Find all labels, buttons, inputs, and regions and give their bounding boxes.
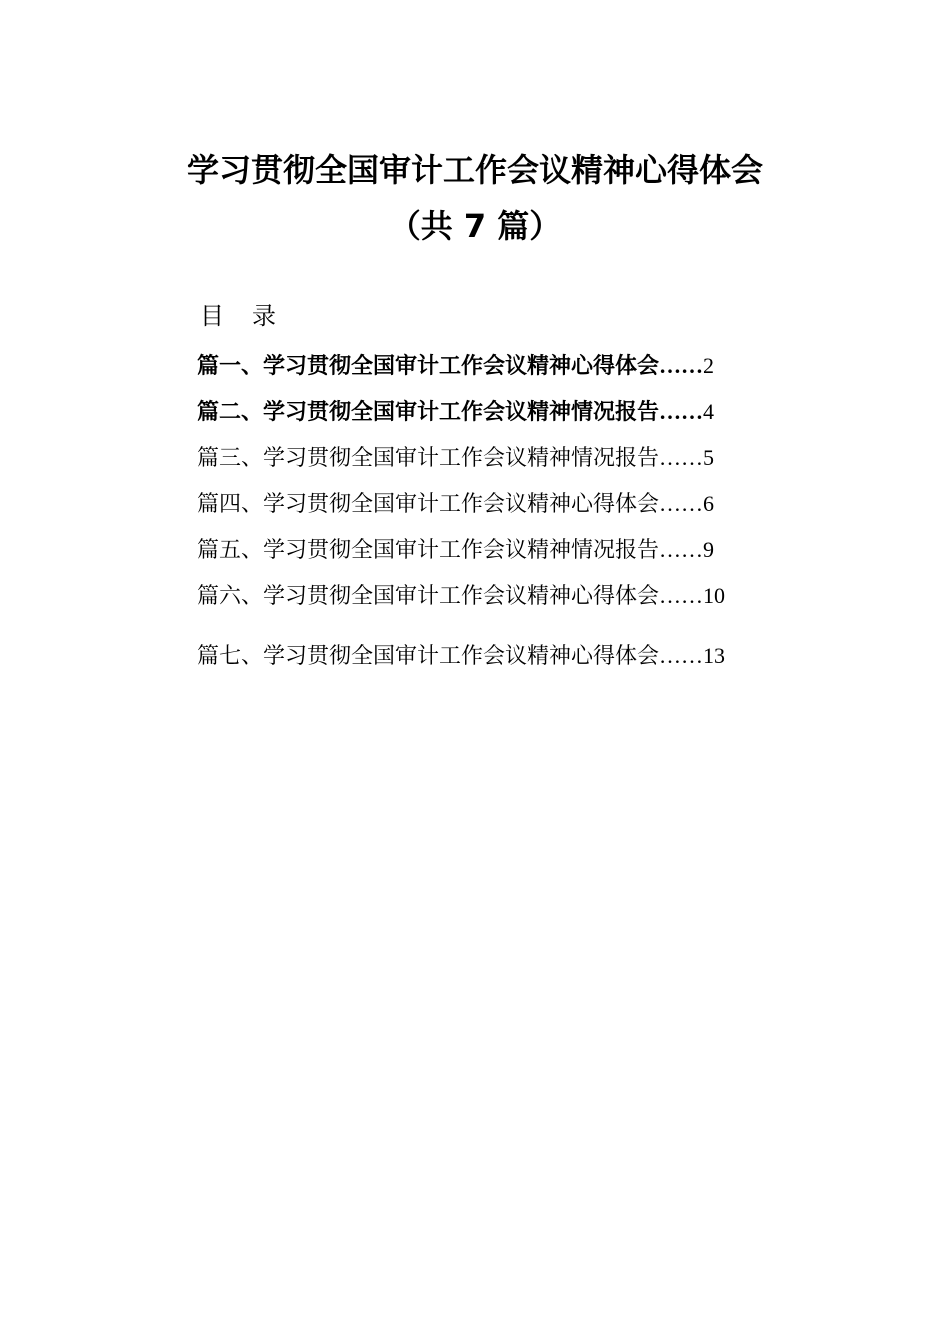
toc-entry-1[interactable] [197, 346, 725, 392]
toc-page-number: 5 [703, 445, 715, 470]
toc-page-number: 4 [703, 399, 715, 424]
toc-entry-4[interactable] [197, 484, 725, 530]
toc-entry-2[interactable] [197, 392, 725, 438]
toc-page-number: 2 [703, 353, 715, 378]
toc-entry-3[interactable] [197, 438, 725, 484]
toc-heading-char-2: 录 [252, 302, 276, 330]
toc-leader-dots: …… [659, 445, 704, 470]
toc-page-number: 10 [703, 583, 726, 608]
toc-leader-dots: …… [659, 583, 704, 608]
table-of-contents [197, 346, 725, 682]
toc-leader-dots: …… [659, 353, 704, 378]
toc-entry-label: 篇三、学习贯彻全国审计工作会议精神情况报告 [197, 446, 660, 471]
title-line-1: 学习贯彻全国审计工作会议精神心得体会 [186, 151, 763, 189]
toc-entry-6[interactable] [197, 576, 725, 622]
toc-leader-dots: …… [659, 643, 704, 668]
toc-heading [200, 298, 276, 334]
toc-page-number: 9 [703, 537, 715, 562]
document-title [0, 142, 950, 254]
toc-entry-5[interactable] [197, 530, 725, 576]
toc-entry-label: 篇二、学习贯彻全国审计工作会议精神情况报告 [197, 400, 660, 425]
toc-leader-dots: …… [659, 399, 704, 424]
toc-page-number: 13 [703, 643, 726, 668]
toc-leader-dots: …… [659, 537, 704, 562]
toc-entry-label: 篇四、学习贯彻全国审计工作会议精神心得体会 [197, 492, 660, 517]
toc-leader-dots: …… [659, 491, 704, 516]
toc-entry-label: 篇六、学习贯彻全国审计工作会议精神心得体会 [197, 584, 660, 609]
toc-entry-7[interactable] [197, 636, 725, 682]
toc-page-number: 6 [703, 491, 715, 516]
toc-entry-label: 篇一、学习贯彻全国审计工作会议精神心得体会 [197, 354, 660, 379]
toc-entry-label: 篇七、学习贯彻全国审计工作会议精神心得体会 [197, 644, 660, 669]
title-line-2: （共 7 篇） [388, 207, 562, 245]
toc-heading-char-1: 目 [200, 302, 224, 330]
toc-entry-label: 篇五、学习贯彻全国审计工作会议精神情况报告 [197, 538, 660, 563]
